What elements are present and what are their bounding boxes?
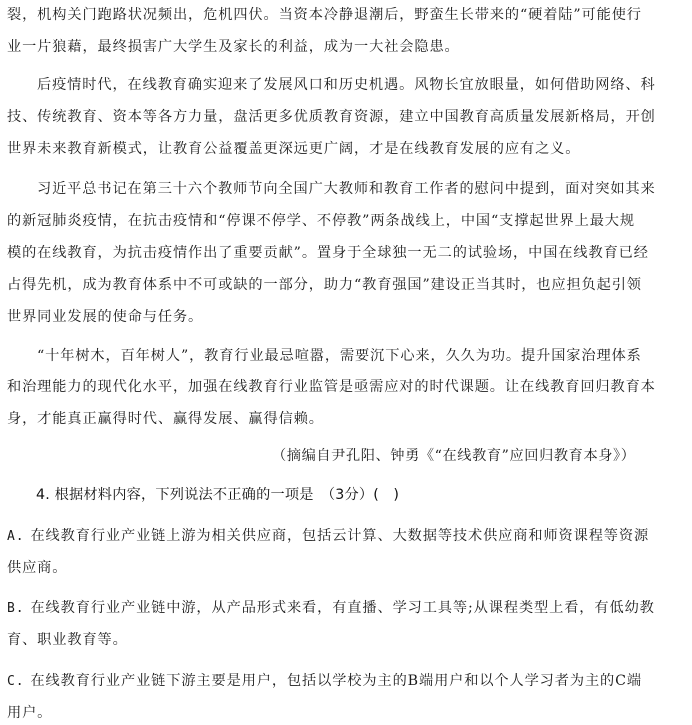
- option-line: [7, 526, 688, 547]
- paragraph-line: 世界同业发展的使命与任务。: [7, 309, 204, 325]
- option-text: 在线教育行业产业链下游主要是用户，包括以学校为主的B端用户和以个人学习者为主的C端: [30, 673, 642, 689]
- option-line: 育、职业教育等。: [7, 632, 128, 648]
- option-text: 在线教育行业产业链中游，从产品形式来看，有直播、学习工具等;从课程类型上看，有低幼教: [30, 600, 655, 616]
- option-line: 用户。: [7, 705, 53, 721]
- paragraph-line: 裂，机构关门跑路状况频出，危机四伏。当资本冷静退潮后，野蛮生长带来的“硬着陆”可能使行: [7, 7, 642, 23]
- paragraph-line: 习近平总书记在第三十六个教师节向全国广大教师和教育工作者的慰问中提到，面对突如其来: [37, 181, 656, 197]
- option-letter: B.: [7, 601, 25, 616]
- paragraph-line: 技、传统教育、资本等各方力量，盘活更多优质教育资源，建立中国教育高质量发展新格局，开创: [7, 109, 656, 125]
- paragraph-line: 业一片狼藉，最终损害广大学生及家长的利益，成为一大社会隐患。: [7, 39, 460, 55]
- paragraph-line: “十年树木，百年树人”，教育行业最忌喧嚣，需要沉下心来，久久为功。提升国家治理体系: [37, 348, 642, 364]
- paragraph-line: 占得先机，成为教育体系中不可或缺的一部分，助力“教育强国”建设正当其时，也应担负起引领: [7, 277, 642, 293]
- paragraph-line: 身，才能真正赢得时代、赢得发展、赢得信赖。: [7, 411, 324, 427]
- option-line: [7, 671, 688, 692]
- paragraph-line: 和治理能力的现代化水平，加强在线教育行业监管是亟需应对的时代课题。让在线教育回归教育本: [7, 379, 656, 395]
- option-line: 供应商。: [7, 560, 68, 576]
- paragraph-line: 模的在线教育，为抗击疫情作出了重要贡献”。置身于全球独一无二的试验场，中国在线教育已经: [7, 245, 649, 261]
- option-line: [7, 598, 688, 619]
- option-letter: A.: [7, 529, 25, 544]
- source-citation: （摘编自尹孔阳、钟勇《“在线教育”应回归教育本身》）: [272, 448, 636, 464]
- paragraph-line: 的新冠肺炎疫情，在抗击疫情和“停课不停学、不停教”两条战线上，中国“支撑起世界上最大规: [7, 213, 635, 229]
- paragraph-line: 后疫情时代，在线教育确实迎来了发展风口和历史机遇。风物长宜放眼量，如何借助网络、科: [37, 77, 656, 93]
- question-4-prompt: 4. 根据材料内容，下列说法不正确的一项是 （3分）( ): [36, 487, 400, 503]
- option-text: 在线教育行业产业链上游为相关供应商，包括云计算、大数据等技术供应商和师资课程等资源: [30, 528, 650, 544]
- option-letter: C.: [7, 674, 25, 689]
- paragraph-line: 世界未来教育新模式，让教育公益覆盖更深远更广阔，才是在线教育发展的应有之义。: [7, 141, 581, 157]
